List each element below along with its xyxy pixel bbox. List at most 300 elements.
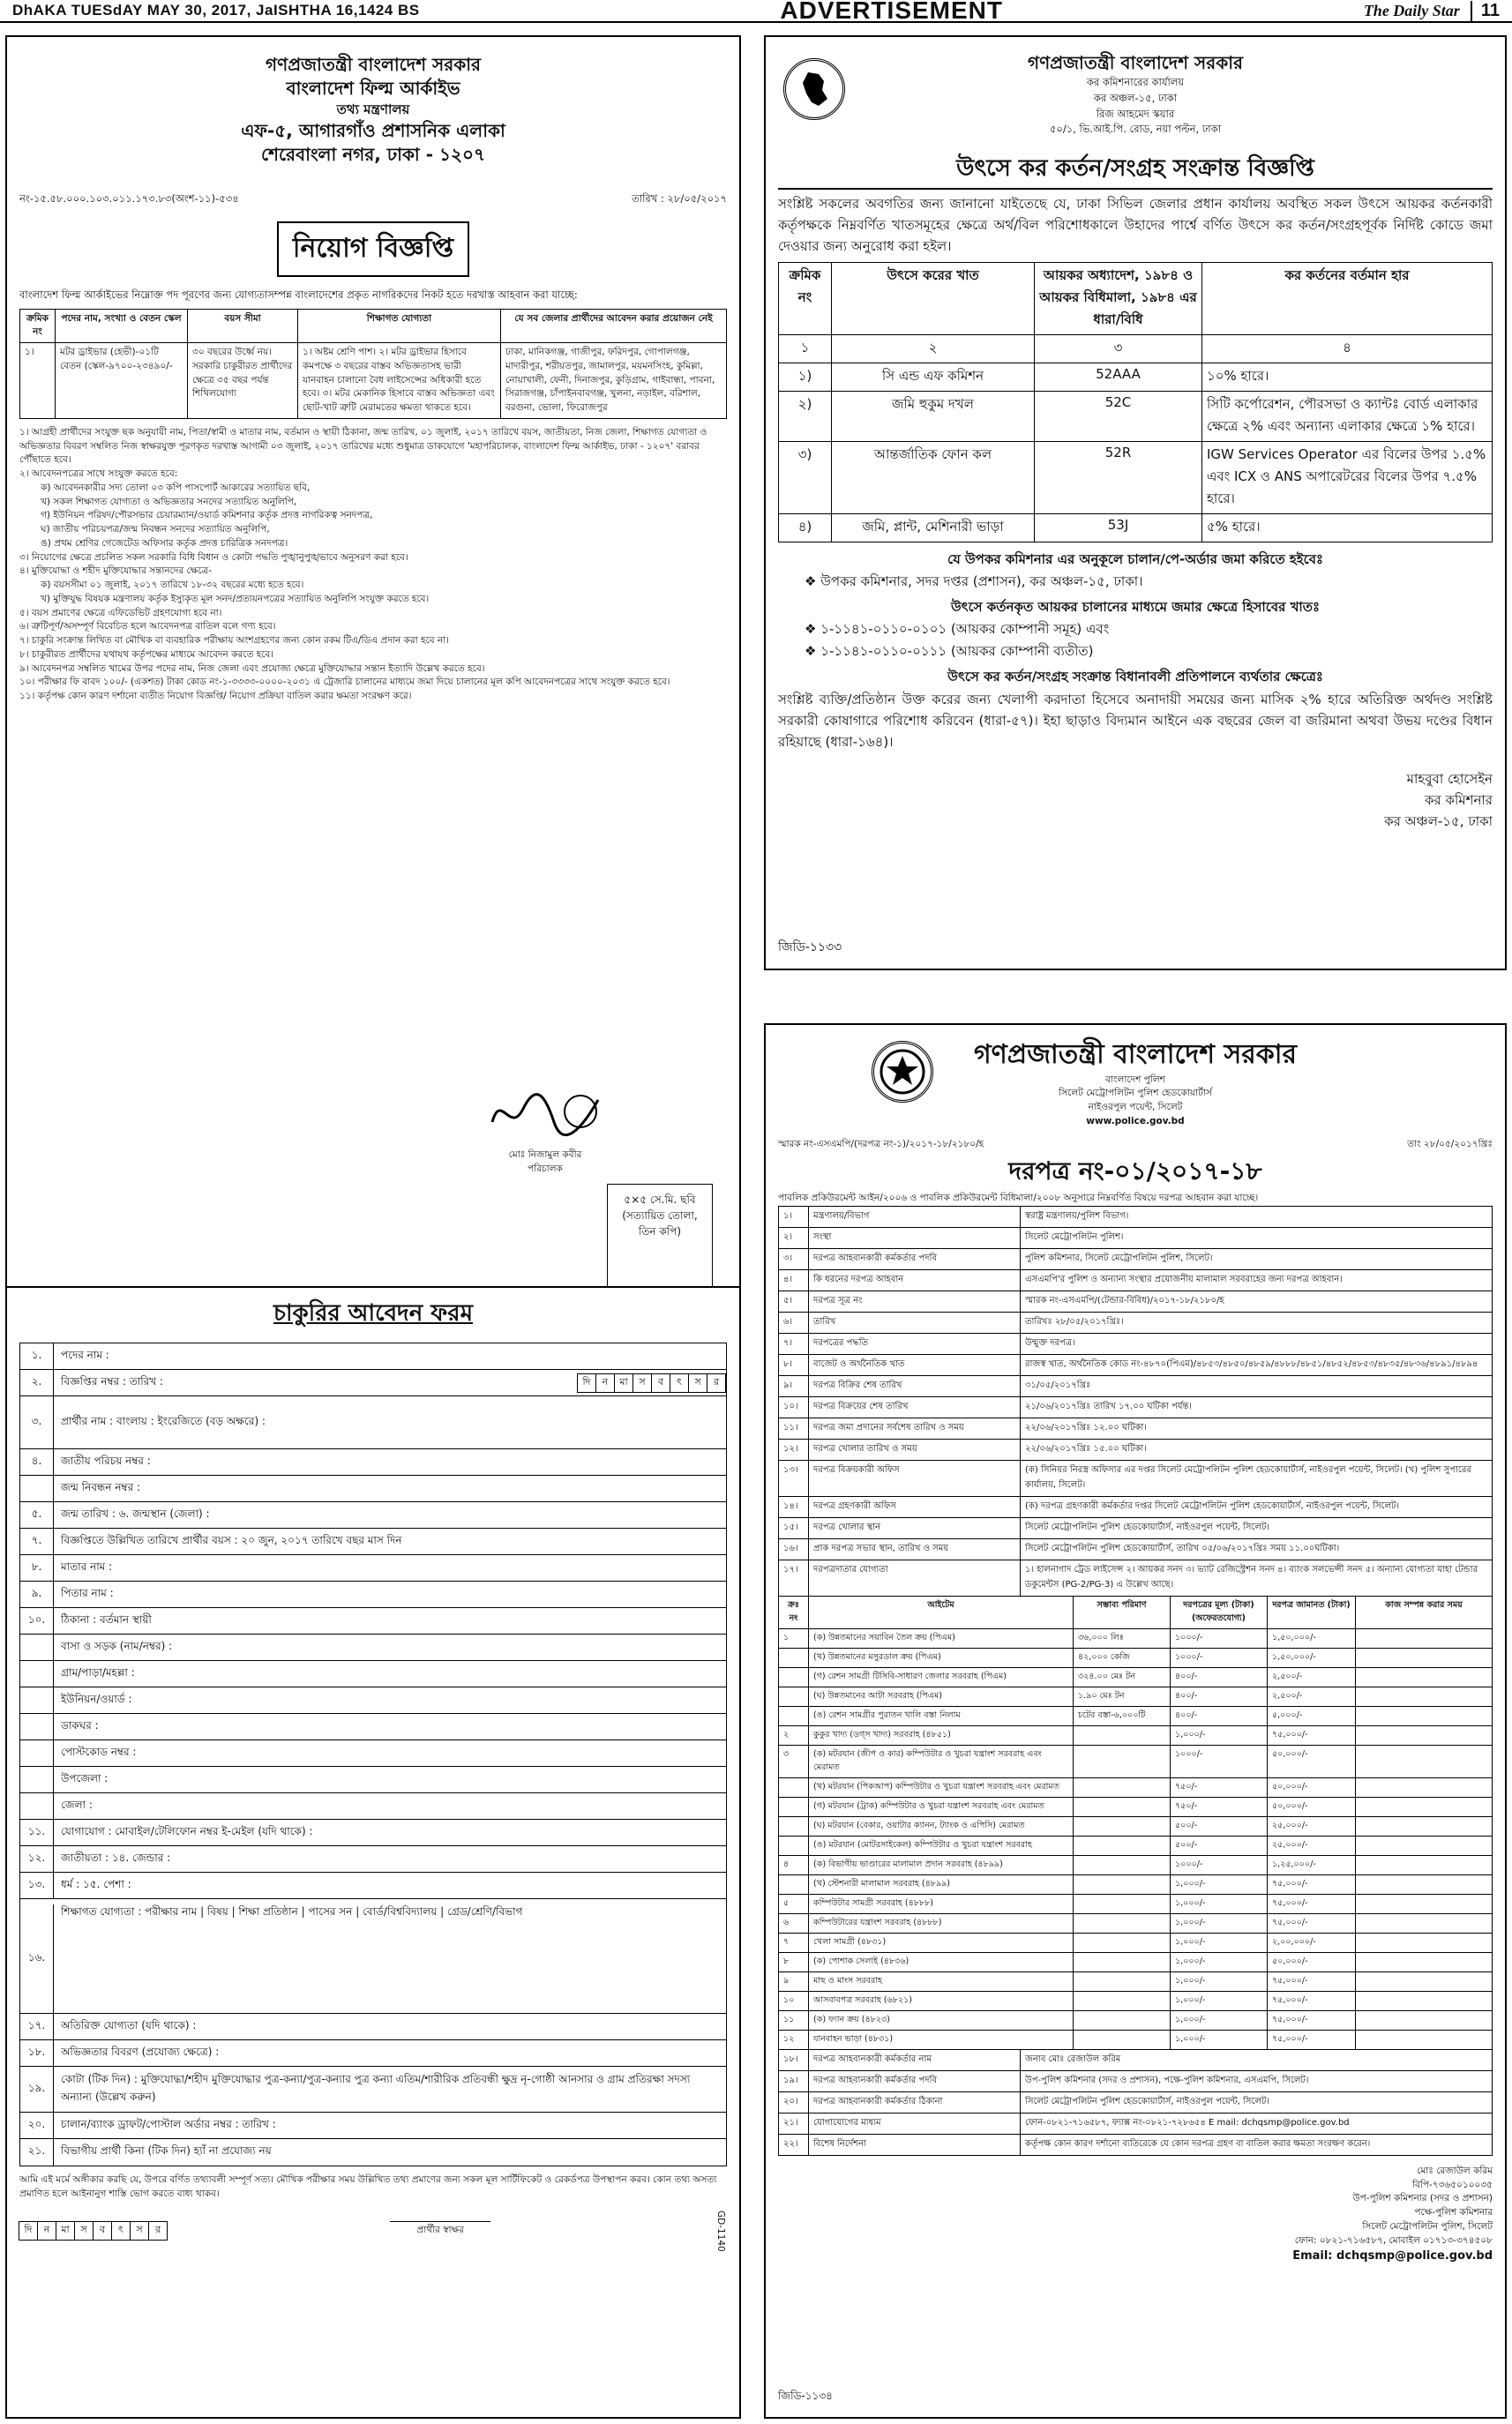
info-row — [779, 1291, 1493, 1312]
form-row — [20, 1687, 726, 1714]
info-label: দরপত্রদাতার যোগ্যতা — [809, 1560, 1021, 1596]
form-row — [20, 1635, 726, 1661]
tender-item-cell: ১.৯০ মেঃ টন — [1074, 1687, 1171, 1706]
tender-item-duration — [1356, 1687, 1493, 1706]
tender-item-cell: ৫০০/- — [1171, 1836, 1268, 1855]
form-row-label[interactable]: ডাকঘর : — [61, 1718, 99, 1732]
tender-item-cell: ১,০০০/- — [1171, 1894, 1268, 1913]
ad1-gov: গণপ্রজাতন্ত্রী বাংলাদেশ সরকার — [266, 54, 481, 75]
form-row-label[interactable]: যোগাযোগ : মোবাইল/টেলিফোন নম্বর ই-মেইল (যদি থাকে) : — [61, 1824, 313, 1837]
tender-item-cell: (গ) রেশন সামগ্রী টিসিবি-সাধারণ জেলার সরবরাহ (পিএম) — [809, 1667, 1074, 1687]
challan-item — [778, 572, 1493, 594]
form-row-num: ৫. — [20, 1502, 54, 1528]
diamond-bullet-icon: ❖ — [805, 621, 821, 638]
tender-item-row — [779, 1971, 1493, 1991]
tail-row — [779, 2134, 1493, 2155]
info-num: ১৪। — [779, 1496, 809, 1517]
form-row-num — [20, 1793, 54, 1819]
tender-item-cell — [1074, 1836, 1171, 1855]
tax-cell: ১) — [779, 363, 832, 392]
date-box[interactable]: দি — [19, 2221, 38, 2241]
info-row — [779, 1312, 1493, 1333]
tender-item-cell: ৫০,০০০/- — [1268, 1952, 1356, 1971]
tender-item-cell: ১ — [779, 1628, 809, 1648]
info-row — [779, 1560, 1493, 1596]
tender-item-cell: ২,৫০০/- — [1268, 1687, 1356, 1706]
tax-emblem-icon — [783, 58, 845, 120]
date-box[interactable]: ব — [93, 2221, 112, 2241]
date-box[interactable]: স — [688, 1373, 707, 1393]
form-row-num: ১. — [20, 1343, 54, 1369]
form-row-label[interactable]: শিক্ষাগত যোগ্যতা : পরীক্ষার নাম | বিষয় | শিক্ষা প্রতিষ্ঠান | পাসের সন | বোর্ড/বিশ্ববিদ্যালয় | গ্রেড/শ্রেণি/বিভাগ — [61, 1905, 523, 1918]
form-row-label[interactable]: উপজেলা : — [61, 1771, 109, 1784]
ad3-hq: সিলেট মেট্রোপলিটন পুলিশ হেডকোয়ার্টার্স — [1059, 1088, 1212, 1099]
form-row-num: ৩. — [20, 1396, 54, 1448]
form-row — [20, 1899, 726, 2014]
form-row-num: ১৮. — [20, 2040, 54, 2066]
info-label: প্রাক দরপত্র সভার স্থান, তারিখ ও সময় — [809, 1538, 1021, 1560]
tender-item-cell: ৪২,০০০ কেজি — [1074, 1648, 1171, 1667]
tender-item-cell — [1074, 1725, 1171, 1745]
tender-item-duration — [1356, 1933, 1493, 1952]
form-row-label[interactable]: ইউনিয়ন/ওয়ার্ড : — [61, 1692, 132, 1705]
ad3-signature-block — [778, 2165, 1493, 2265]
condition-item: ১। আগ্রহী প্রার্থীদের সংযুক্ত ছক অনুযায়ী নাম, পিতা/স্বামী ও মাতার নাম, বর্তমান ও স্থায়ী ঠিকানা, জন্ম তারিখ, ০১ জুলাই, ২০১৭ তারিখে বয়স, জাতীয়তা, নিজ জেলা, শিক্ষাগত যোগ্যতা ও অভিজ্ঞতার বিবরণ সম্বলিত নিজ স্বাক্ষরযুক্ত পূরণকৃত দরখাস্ত আগামী ০৩ জুলাই, ২০১৭ তারিখের মধ্যে শুধুমাত্র ডাকযোগে 'মহাপরিচালক, বাংলাদেশ ফিল্ম আর্কাইভ, ঢাকা - ১২০৭' বরাবর পৌঁছাতে হবে। — [19, 426, 707, 466]
date-box[interactable]: র — [707, 1373, 726, 1393]
form-row-label[interactable]: চালান/ব্যাংক ড্রাফট/পোস্টাল অর্ডার নম্বর : তারিখ : — [61, 2117, 276, 2130]
tax-cell: 53J — [1035, 514, 1202, 542]
tender-item-duration — [1356, 1952, 1493, 1971]
info-value: ২২/০৬/২০১৭খ্রিঃ ১২.০০ ঘটিকা। — [1021, 1418, 1493, 1439]
tail-value: উপ-পুলিশ কমিশনার (সদর ও প্রশাসন), পক্ষে-পুলিশ কমিশনার, এসএমপি, সিলেট। — [1021, 2070, 1493, 2091]
form-row — [20, 1529, 726, 1555]
tender-item-row — [779, 1874, 1493, 1894]
tender-item-cell — [1074, 2030, 1171, 2049]
info-label: দরপত্র খোলার স্থান — [809, 1517, 1021, 1538]
ad1-code: GD-1140 — [715, 2210, 726, 2252]
date-box[interactable]: ন — [595, 1373, 615, 1393]
tender-item-cell: ১,০০০/- — [1171, 1971, 1268, 1991]
tender-item-cell — [1074, 1855, 1171, 1874]
info-value: ২১/০৬/২০১৭খ্রিঃ তারিখ ১৭.০০ ঘটিকা পর্যন্ত। — [1021, 1396, 1493, 1418]
tender-item-duration — [1356, 1725, 1493, 1745]
tender-item-cell: আসবাবপত্র সরবরাহ (৬৮২১) — [809, 1991, 1074, 2010]
condition-item: ৫। বয়স প্রমাণের ক্ষেত্রে এফিডেভিট গ্রহণযোগ্য হবে না। — [19, 607, 222, 618]
ad2-signer: মাহবুবা হোসেইন — [1406, 771, 1493, 788]
form-row-label[interactable]: জন্ম নিবন্ধন নম্বর : — [61, 1480, 141, 1493]
form-row — [20, 2014, 726, 2040]
condition-item: ঘ) জাতীয় পরিচয়পত্র/জন্ম নিবন্ধন সনদের সত্যায়িত অনুলিপি, — [41, 524, 270, 535]
info-value: সিলেট মেট্রোপলিটন পুলিশ হেডকোয়ার্টার্স, তারিখ ০৫/০৬/২০১৭খ্রিঃ সময় ১১.০০ঘটিকা। — [1021, 1538, 1493, 1560]
tender-item-cell: ২৫,০০০/- — [1268, 1816, 1356, 1836]
td-excluded-districts: ঢাকা, মানিকগঞ্জ, গাজীপুর, ফরিদপুর, গোপালগঞ্জ, মাদারীপুর, শরীয়তপুর, জামালপুর, ময়মনসিংহ, কুমিল্লা, নোয়াখালী, ফেনী, দিনাজপুর, কুড়িগ্রাম, গাইবান্ধা, পাবনা, সিরাজগঞ্জ, চাঁপাইনবাবগঞ্জ, খুলনা, নড়াইল, বরিশাল, বরগুনা, ভোলা, ফিরোজপুর — [501, 343, 727, 419]
date-box[interactable]: ৎ — [670, 1373, 689, 1393]
info-num: ৮। — [779, 1354, 809, 1375]
info-label: দরপত্র বিক্রয়কারী অফিস — [809, 1460, 1021, 1496]
tender-item-row — [779, 1855, 1493, 1874]
form-row — [20, 1793, 726, 1820]
diamond-bullet-icon: ❖ — [805, 643, 821, 660]
tender-item-cell: ৬ — [779, 1913, 809, 1933]
ad3-intro: পাবলিক প্রকিউরমেন্ট আইন/২০০৬ ও পাবলিক প্রকিউরমেন্ট বিধিমালা/২০০৮ অনুসারে নিম্নবর্ণিত বিষয়ে দরপত্র আহবান করা যাচ্ছে। — [778, 1193, 1259, 1204]
ad1-post-table — [19, 309, 727, 419]
info-row — [779, 1460, 1493, 1496]
info-value: স্মারক নং-এসএমপি/(টেন্ডার-বিবিধ)/২০১৭-১৮/২১৮০/হ — [1021, 1291, 1493, 1312]
form-row — [20, 2040, 726, 2067]
tender-item-cell — [779, 1816, 809, 1836]
tender-item-cell — [1074, 1971, 1171, 1991]
form-row-label[interactable]: মাতার নাম : — [61, 1560, 113, 1573]
form-row — [20, 1555, 726, 1582]
tender-item-duration — [1356, 1628, 1493, 1648]
tender-item-cell: মাছ ও মাংস সরবরাহ — [809, 1971, 1074, 1991]
form-row-label[interactable]: পোস্টকোড নম্বর : — [61, 1745, 137, 1758]
tender-item-cell — [779, 1777, 809, 1797]
tender-item-cell — [1074, 1991, 1171, 2010]
form-row — [20, 1873, 726, 1899]
condition-item: ৭। চাকুরি সংক্রান্ত লিখিত বা মৌখিক বা ব্যবহারিক পরীক্ষায় অংশগ্রহণের জন্য কোন রকম টিএ/ডিএ প্রদান করা হবে না। — [19, 635, 450, 647]
tender-item-cell: ৭৫,০০০/- — [1268, 2010, 1356, 2030]
ad3-memo: স্মারক নং-এসএমপি/(দরপত্র নং-১)/২০১৭-১৮/২১৮০/হ — [778, 1138, 984, 1149]
th-excluded-districts: যে সব জেলার প্রার্থীদের আবেদন করার প্রয়োজন নেই — [501, 309, 727, 343]
tail-row — [779, 2070, 1493, 2091]
th-rate: কর কর্তনের বর্তমান হার — [1202, 263, 1493, 335]
form-declaration: আমি এই মর্মে অঙ্গীকার করছি যে, উপরে বর্ণিত তথ্যাবলী সম্পূর্ণ সত্য। মৌখিক পরীক্ষার সময় উল্লিখিত তথ্য প্রমাণের জন্য সকল মূল সার্টিফিকেট ও রেকর্ডপত্র উপস্থাপন করব। কোন তথ্য অসত্য প্রমাণিত হলে আইনানুগ শাস্তি ভোগ করতে বাধ্য থাকব। — [19, 2174, 717, 2199]
form-row-label[interactable]: বিভাগীয় প্রার্থী কিনা (টিক দিন) হ্যাঁ না প্রযোজ্য নয় — [61, 2144, 272, 2157]
form-row-label[interactable]: অতিরিক্ত যোগ্যতা (যদি থাকে) : — [61, 2018, 197, 2031]
td-post: মটর ড্রাইভার (হেভী)-০১টি বেতন (স্কেল-৯৭০০-২৩৪৯০/- — [56, 343, 188, 419]
th-age: বয়স সীমা — [188, 309, 298, 343]
tender-item-cell — [1074, 1797, 1171, 1816]
tail-label: দরপত্র আহবানকারী কর্মকর্তার নাম — [809, 2049, 1021, 2070]
ad2-signer-title: কর কমিশনার — [1424, 792, 1493, 809]
condition-item: খ) মুক্তিযুদ্ধ বিষয়ক মন্ত্রণালয় কর্তৃক ইস্যুকৃত মূল সনদ/প্রত্যয়নপত্রের সত্যায়িত অনুলিপি সংযুক্ত করতে হবে। — [41, 593, 430, 604]
tender-item-cell: ১০০০/- — [1171, 1628, 1268, 1648]
ad3-police: বাংলাদেশ পুলিশ — [1105, 1074, 1165, 1085]
date-box[interactable]: মা — [614, 1373, 633, 1393]
date-box[interactable]: স — [632, 1373, 652, 1393]
tax-cell: ২) — [779, 392, 832, 442]
tender-item-cell — [779, 1706, 809, 1725]
ad1-signer-title: পরিচালক — [528, 1163, 563, 1174]
info-num: ১৭। — [779, 1560, 809, 1596]
tail-label: দরপত্র আহবানকারী কর্মকর্তার ঠিকানা — [809, 2091, 1021, 2113]
td-serial: ১। — [20, 343, 56, 419]
tender-item-row — [779, 1894, 1493, 1913]
info-num: ১। — [779, 1206, 809, 1227]
ad3-web[interactable]: www.police.gov.bd — [1086, 1115, 1185, 1126]
form-row-num: ১৯. — [20, 2067, 54, 2112]
condition-item: ৪। মুক্তিযোদ্ধা ও শহীদ মুক্তিযোদ্ধার সন্তানদের ক্ষেত্রে- — [19, 565, 213, 577]
info-row — [779, 1496, 1493, 1517]
col-num: ২ — [832, 335, 1035, 363]
tender-item-cell: ১,০০০/- — [1171, 2030, 1268, 2049]
th-section: আয়কর অধ্যাদেশ, ১৯৮৪ ও আয়কর বিধিমালা, ১৯৮৪ এর ধারা/বিধি — [1035, 263, 1202, 335]
form-row — [20, 2113, 726, 2139]
form-row — [20, 1449, 726, 1476]
form-row-label[interactable]: জাতীয় পরিচয় নম্বর : — [61, 1454, 151, 1467]
form-row-label[interactable]: জন্ম তারিখ : ৬. জন্মস্থান (জেলা) : — [61, 1507, 210, 1520]
code-item — [778, 641, 1493, 663]
tax-cell: ৪) — [779, 514, 832, 542]
tender-item-row — [779, 1725, 1493, 1745]
ad2-address: ৫০/১, ভি.আই.পি. রোড, নয়া পল্টন, ঢাকা — [1049, 123, 1222, 136]
newspaper-logo: The Daily Star — [1363, 1, 1460, 19]
tender-item-cell: কম্পিউটার সামগ্রী সরবরাহ (৪৮৮৮) — [809, 1894, 1074, 1913]
col-num: ৩ — [1035, 335, 1202, 363]
tender-item-cell: ৫০০/- — [1171, 1816, 1268, 1836]
ad2-building: রিজ আহমেদ স্কয়ার — [1096, 107, 1175, 120]
tender-item-cell — [779, 1687, 809, 1706]
tender-item-row — [779, 1648, 1493, 1667]
tax-cell: জমি, প্লান্ট, মেশিনারী ভাড়া — [832, 514, 1035, 542]
tail-num: ২১। — [779, 2113, 809, 2134]
ad3-code: জিডি-১১৩৪ — [778, 2390, 833, 2402]
form-row-num — [20, 1740, 54, 1766]
tender-item-cell: (ক) বিভাগীয় ভাণ্ডারের মালামাল প্রদান সরবরাহ (৪৮৯৯) — [809, 1855, 1074, 1874]
tender-item-cell: ১,০০০/- — [1171, 1913, 1268, 1933]
tender-item-cell — [779, 1648, 809, 1667]
info-value: সিলেট মেট্রোপলিটন পুলিশ হেডকোয়ার্টার্স, নাইওরপুল পয়েন্ট, সিলেট। — [1021, 1517, 1493, 1538]
info-value: ২২/০৬/২০১৭খ্রিঃ ১৫.০০ ঘটিকা। — [1021, 1439, 1493, 1460]
tender-item-cell: ১,০০০/- — [1171, 1952, 1268, 1971]
tail-num: ২০। — [779, 2091, 809, 2113]
col-num: ৪ — [1202, 335, 1493, 363]
condition-item: ৩। নিয়োগের ক্ষেত্রে প্রচলিত সকল সরকারি বিধি বিধান ও কোটা পদ্ধতি পুঙ্খানুপুঙ্খভাবে অনুসরণ করা হবে। — [19, 551, 408, 563]
tender-item-cell: ৮ — [779, 1952, 809, 1971]
date-box[interactable]: মা — [56, 2221, 75, 2241]
td-age: ৩০ বছরের উর্ধ্বে নয়। সরকারি চাকুরীরত প্রার্থীদের ক্ষেত্রে ৩৫ বছর পর্যন্ত শিথিলযোগ্য — [188, 343, 298, 419]
form-row-label[interactable]: অভিজ্ঞতার বিবরণ (প্রযোজ্য ক্ষেত্রে) : — [61, 2045, 220, 2058]
ad1-org: বাংলাদেশ ফিল্ম আর্কাইভ — [286, 78, 460, 99]
info-label: তারিখ — [809, 1312, 1021, 1333]
tender-item-cell — [1074, 1952, 1171, 1971]
tax-row — [779, 442, 1493, 514]
tail-label: দরপত্র আহবানকারী কর্মকর্তার পদবি — [809, 2070, 1021, 2091]
tender-item-cell — [779, 1797, 809, 1816]
tender-item-cell: ২,৫০০/- — [1268, 1667, 1356, 1687]
tender-item-cell: ৪০০/- — [1171, 1706, 1268, 1725]
masthead — [0, 0, 1512, 23]
th-item: আইটেম — [809, 1596, 1074, 1628]
tender-item-cell: ১০০০/- — [1171, 1648, 1268, 1667]
tender-item-cell: ১,২৫,০০০/- — [1268, 1855, 1356, 1874]
date-box[interactable]: ৎ — [111, 2221, 131, 2241]
info-num: ৬। — [779, 1312, 809, 1333]
form-row-label[interactable]: প্রার্থীর নাম : বাংলায় : ইংরেজিতে (বড় অক্ষরে) : — [61, 1414, 266, 1427]
date-box[interactable]: দি — [577, 1373, 596, 1393]
date-box[interactable]: র — [148, 2221, 168, 2241]
info-label: সংস্থা — [809, 1227, 1021, 1248]
th-item-num: ক্রঃ নং — [779, 1596, 809, 1628]
tender-item-row — [779, 1667, 1493, 1687]
form-row — [20, 1582, 726, 1608]
tender-info-table — [778, 1206, 1493, 1597]
form-row-label[interactable]: পিতার নাম : — [61, 1586, 114, 1599]
tender-item-cell — [779, 1836, 809, 1855]
ad3-date: তাং ২৮/০৫/২০১৭খ্রিঃ — [1407, 1138, 1493, 1149]
form-row-num: ২. — [20, 1370, 54, 1395]
ad1-address1: এফ-৫, আগারগাঁও প্রশাসনিক এলাকা — [241, 120, 505, 141]
tender-item-cell: ১,০০০/- — [1171, 1933, 1268, 1952]
tender-item-cell: ১০০০/- — [1171, 1855, 1268, 1874]
form-row — [20, 1502, 726, 1529]
tender-item-duration — [1356, 1816, 1493, 1836]
form-row-num — [20, 1635, 54, 1660]
form-row — [20, 1846, 726, 1873]
info-label: দরপত্র জমা প্রদানের সর্বশেষ তারিখ ও সময় — [809, 1418, 1021, 1439]
tender-item-cell: (খ) উন্নতমানের মসুরডাল ক্রয় (পিএম) — [809, 1648, 1074, 1667]
code-item — [778, 619, 1493, 641]
tender-item-duration — [1356, 1777, 1493, 1797]
info-label: দরপত্র খোলার তারিখ ও সময় — [809, 1439, 1021, 1460]
form-row-num: ৭. — [20, 1529, 54, 1554]
form-row-num — [20, 1476, 54, 1501]
th-duration: কাজ সম্পন্ন করার সময় — [1356, 1596, 1493, 1628]
tax-cell: ৩) — [779, 442, 832, 514]
form-row — [20, 2139, 726, 2166]
tender-item-cell: যানবাহন ভাড়া (৪৮৩১) — [809, 2030, 1074, 2049]
tender-item-cell: ১,৫০,০০০/- — [1268, 1628, 1356, 1648]
tender-item-cell: (ঘ) মটরযান (বেকার, ওয়াটার ক্যানন, ট্যাংক ও এপিসি) মেরামত — [809, 1816, 1074, 1836]
date-box[interactable]: ব — [651, 1373, 670, 1393]
tax-cell: ১০% হারে। — [1202, 363, 1493, 392]
info-label: মন্ত্রণালয়/বিভাগ — [809, 1206, 1021, 1227]
ad3-title: দরপত্র নং-০১/২০১৭-১৮ — [1008, 1156, 1262, 1186]
tender-item-row — [779, 1745, 1493, 1777]
tax-cell: 52AAA — [1035, 363, 1202, 392]
tender-item-cell: ২৫,০০০/- — [1268, 1836, 1356, 1855]
date-box[interactable]: ন — [37, 2221, 56, 2241]
form-row-num: ২০. — [20, 2113, 54, 2138]
info-row — [779, 1227, 1493, 1248]
form-row-label[interactable]: জেলা : — [61, 1798, 93, 1811]
tender-item-cell: ৫,০০০/- — [1268, 1706, 1356, 1725]
tender-item-cell — [1074, 1894, 1171, 1913]
date-box[interactable]: স — [130, 2221, 149, 2241]
th-serial: ক্রমিক নং — [779, 263, 832, 335]
th-qty: সম্ভাব্য পরিমাণ — [1074, 1596, 1171, 1628]
form-row-label[interactable]: পদের নাম : — [61, 1348, 109, 1361]
tender-item-duration — [1356, 1894, 1493, 1913]
ad1-conditions — [19, 426, 727, 704]
tail-value: কর্তৃপক্ষ কোন কারণ দর্শানো ব্যতিরেকে যে কোন দরপত্র গ্রহণ বা বাতিল করার ক্ষমতা সংরক্ষণ করেন। — [1021, 2134, 1493, 2155]
tail-num: ২২। — [779, 2134, 809, 2155]
form-row-num — [20, 1687, 54, 1713]
ad1-signature-block — [483, 1087, 607, 1177]
info-value: (ক) সিনিয়র নিরস্ত্র অফিসার এর দপ্তর সিলেট মেট্রোপলিটন পুলিশ হেডকোয়ার্টার্স, নাইওরপুল পয়েন্ট, সিলেট। (খ) পুলিশ সুপারের কার্যালয়, সিলেট। — [1021, 1460, 1493, 1496]
penalty-heading: উৎসে কর কর্তন/সংগ্রহ সংক্রান্ত বিধানাবলী প্রতিপালনে ব্যর্থতার ক্ষেত্রেঃ — [947, 669, 1323, 685]
film-archive-job-ad — [5, 35, 741, 1288]
form-row — [20, 1608, 726, 1635]
ad1-title: নিয়োগ বিজ্ঞপ্তি — [277, 221, 469, 277]
tender-item-cell — [779, 1874, 809, 1894]
form-row-label[interactable]: বিজ্ঞপ্তির নম্বর : তারিখ : — [61, 1374, 164, 1388]
tender-item-duration — [1356, 2010, 1493, 2030]
info-row — [779, 1517, 1493, 1538]
tender-item-cell: ৭৫০/- — [1171, 1777, 1268, 1797]
ad3-signer-email[interactable]: Email: dchqsmp@police.gov.bd — [1292, 2249, 1493, 2263]
condition-item: খ) সকল শিক্ষাগত যোগ্যতা ও অভিজ্ঞতার সনদের সত্যায়িত অনুলিপি, — [41, 496, 297, 507]
tender-item-cell — [1074, 1777, 1171, 1797]
form-row-label[interactable]: গ্রাম/পাড়া/মহল্লা : — [61, 1665, 135, 1679]
tax-cell: সি এন্ড এফ কমিশন — [832, 363, 1035, 392]
applicant-signature[interactable]: প্রার্থীর স্বাক্ষর — [390, 2221, 490, 2240]
ad1-intro: বাংলাদেশ ফিল্ম আর্কাইভের নিম্নোক্ত পদ পূরণের জন্য যোগ্যতাসম্পন্ন বাংলাদেশের প্রকৃত নাগরিকদের নিকট হতে দরখাস্ত আহবান করা যাচ্ছে: — [19, 288, 578, 301]
tax-cell: আন্তর্জাতিক ফোন কল — [832, 442, 1035, 514]
form-row-num: ৪. — [20, 1449, 54, 1475]
tender-item-cell: ৭৫,০০০/- — [1268, 1874, 1356, 1894]
tender-item-cell: ১,০০০/- — [1171, 2010, 1268, 2030]
tender-item-duration — [1356, 1836, 1493, 1855]
info-row — [779, 1354, 1493, 1375]
tender-item-row — [779, 1777, 1493, 1797]
form-row-label[interactable]: ঠিকানা : বর্তমান স্থায়ী — [61, 1612, 152, 1626]
tender-item-row — [779, 2030, 1493, 2049]
tender-item-row — [779, 1991, 1493, 2010]
tender-item-row — [779, 1952, 1493, 1971]
form-title: চাকুরির আবেদন ফরম — [273, 1300, 474, 1327]
form-row-num: ৮. — [20, 1555, 54, 1581]
tender-item-cell: ৯ — [779, 1971, 809, 1991]
tail-num: ১৯। — [779, 2070, 809, 2091]
tax-row — [779, 514, 1493, 542]
ad1-ministry: তথ্য মন্ত্রণালয় — [336, 101, 410, 117]
tender-item-cell: ১২ — [779, 2030, 809, 2049]
form-row-label[interactable]: ধর্ম : ১৫. পেশা : — [61, 1877, 131, 1890]
tender-item-row — [779, 1836, 1493, 1855]
form-row-num: ১৬. — [20, 1904, 54, 2013]
info-num: ৩। — [779, 1248, 809, 1269]
challan-text: উপকর কমিশনার, সদর দপ্তর (প্রশাসন), কর অঞ্চল-১৫, ঢাকা। — [820, 573, 1143, 590]
police-badge-icon — [878, 1047, 927, 1096]
tender-item-cell: (ক) মটরযান (জীপ ও কার) কম্পিউটার ও খুচরা যন্ত্রাংশ সরবরাহ এবং মেরামত — [809, 1745, 1074, 1777]
tender-item-row — [779, 1706, 1493, 1725]
form-row-num — [20, 1714, 54, 1739]
items-body — [779, 1628, 1493, 2049]
tender-item-cell: (ঙ) মটরযান (মোটরসাইকেল) কম্পিউটার ও খুচরা যন্ত্রাংশ সরবরাহ — [809, 1836, 1074, 1855]
info-label: বাজেট ও অর্থনৈতিক খাত — [809, 1354, 1021, 1375]
ad2-signature-block — [778, 768, 1493, 832]
signature-date-boxes — [19, 2221, 168, 2241]
info-value: ১। হালনাগাদ ট্রেড লাইসেন্স ২। আয়কর সনদ ৩। ভ্যাট রেজিস্ট্রেশন সনদ ৪। ব্যাংক সলভেন্সী সনদ ৫। অন্যান্য যোগ্যতা যাহা টেন্ডার ডকুমেন্টস (PG-2/PG-3) এ উল্লেখ আছে। — [1021, 1560, 1493, 1596]
issue-date: DhAKA TUESdAY MAY 30, 2017, JaISHTHA 16,1424 BS — [12, 2, 420, 19]
info-label: দরপত্র গ্রহণকারী অফিস — [809, 1496, 1021, 1517]
tender-item-cell: খেলা সামগ্রী (৪৮৩১) — [809, 1933, 1074, 1952]
info-row — [779, 1538, 1493, 1560]
info-num: ১১। — [779, 1418, 809, 1439]
condition-item: ২। আবেদনপত্রের সাথে সংযুক্ত করতে হবে: — [19, 468, 178, 480]
form-row-label[interactable]: বাসা ও সড়ক (নাম/নম্বর) : — [61, 1639, 173, 1652]
ad2-gov: গণপ্রজাতন্ত্রী বাংলাদেশ সরকার — [1028, 52, 1243, 73]
ad3-gov: গণপ্রজাতন্ত্রী বাংলাদেশ সরকার — [974, 1039, 1297, 1070]
form-row-label[interactable]: বিজ্ঞপ্তিতে উল্লিখিত তারিখে প্রার্থীর বয়স : ২০ জুন, ২০১৭ তারিখে বছর মাস দিন — [61, 1533, 402, 1546]
tender-item-cell: ৪ — [779, 1855, 809, 1874]
info-num: ১৩। — [779, 1460, 809, 1496]
condition-item: ৬। ত্রুটিপূর্ণ/অসম্পূর্ণ বিবেচিত হলে আবেদনপত্র বাতিল বলে গণ্য হবে। — [19, 621, 276, 632]
form-row-label[interactable]: কোটা (টিক দিন) : মুক্তিযোদ্ধা/শহীদ মুক্তিযোদ্ধার পুত্র-কন্যা/পুত্র-কন্যার পুত্র কন্যা এতিম/শারীরিক প্রতিবন্ধী ক্ষুদ্র নৃ-গোষ্ঠী আনসার ও গ্রাম প্রতিরক্ষা সদস্য অন্যান্য (উল্লেখ করুন) — [61, 2072, 691, 2103]
condition-item: ৮। চাকুরীরত প্রার্থীদের যথাযথ কর্তৃপক্ষের মাধ্যমে আবেদন করতে হবে। — [19, 648, 274, 660]
tax-row — [779, 392, 1493, 442]
form-row-label[interactable]: জাতীয়তা : ১৪. জেন্ডার : — [61, 1851, 171, 1864]
date-boxes — [578, 1373, 726, 1393]
condition-item: ক) বয়সসীমা ০১ জুলাই, ২০১৭ তারিখে ১৮-৩২ বছরের মধ্যে হতে হবে। — [41, 580, 304, 591]
info-num: ৪। — [779, 1269, 809, 1291]
tax-notice-ad — [764, 35, 1507, 970]
tender-item-cell: ১০ — [779, 1991, 809, 2010]
date-box[interactable]: স — [74, 2221, 94, 2241]
ad3-signer: মোঃ রেজাউল করিম — [1417, 2165, 1493, 2176]
